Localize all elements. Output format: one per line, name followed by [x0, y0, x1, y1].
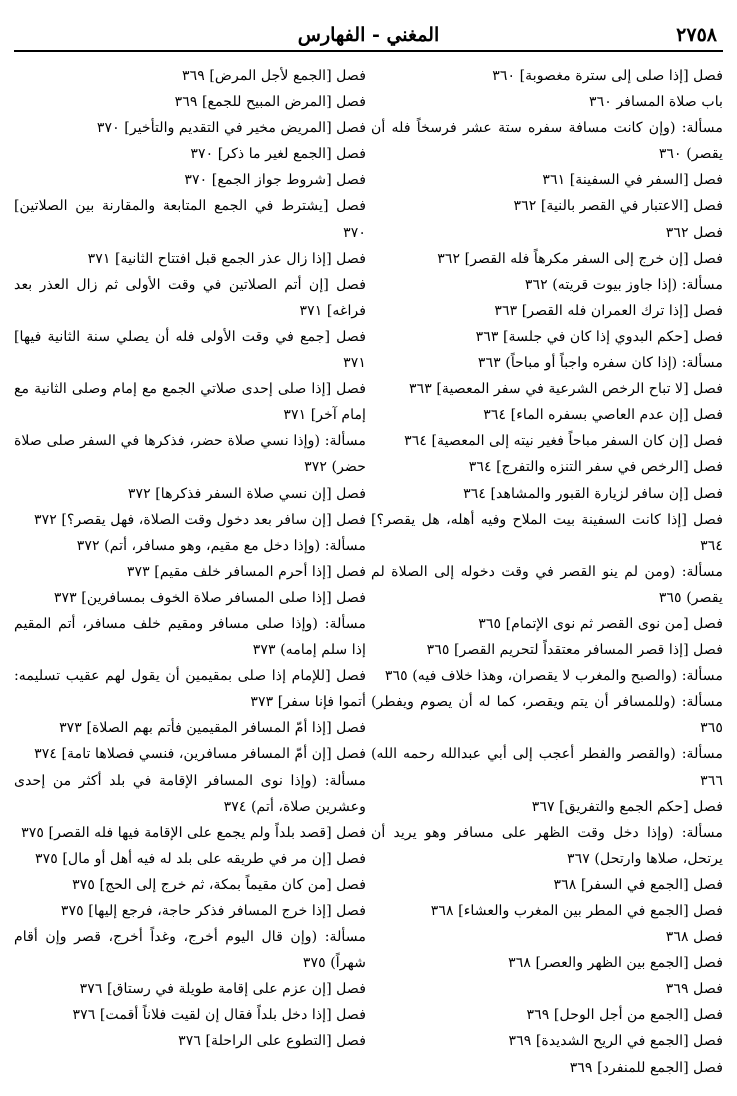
page-header	[14, 22, 723, 52]
index-entry: فصل [إذا كانت السفينة بيت الملاح وفيه أهله، هل يقصر؟] ٣٦٤	[371, 511, 723, 554]
index-entry: مسألة: (وإن كانت مسافة سفره ستة عشر فرسخاً فله أن يقصر) ٣٦٠	[371, 120, 723, 163]
index-entry: فصل [الاعتبار في القصر بالنية] ٣٦٢	[513, 198, 723, 215]
index-column-left	[14, 63, 366, 1055]
index-entry: مسألة: (والقصر والفطر أعجب إلى أبي عبدالله رحمه الله) ٣٦٦	[371, 746, 723, 789]
index-entry: فصل [حكم البدوي إذا كان في جلسة] ٣٦٣	[475, 328, 723, 345]
index-entry: فصل [التطوع على الراحلة] ٣٧٦	[178, 1033, 366, 1050]
index-entry: فصل [إن سافر بعد دخول وقت الصلاة، فهل يقصر؟] ٣٧٢	[34, 511, 366, 528]
index-entry: فصل [إذا دخل بلداً فقال إن لقيت فلاناً أقمت] ٣٧٦	[72, 1007, 366, 1024]
index-entry: فصل [إذا خرج المسافر فذكر حاجة، فرجع إليها] ٣٧٥	[60, 903, 366, 919]
index-entry: فصل [إن أتم الصلاتين في وقت الأولى ثم زال العذر بعد فراغه] ٣٧١	[14, 276, 366, 319]
index-entry: فصل [الجمع في المطر بين المغرب والعشاء] ٣٦٨	[430, 903, 723, 919]
index-entry: فصل ٣٦٩	[665, 981, 723, 998]
index-entry: باب صلاة المسافر ٣٦٠	[588, 94, 723, 111]
index-entry: مسألة: (وللمسافر أن يتم ويقصر، كما له أن يصوم ويفطر) ٣٦٥	[371, 694, 723, 737]
index-entry: فصل [المرض المبيح للجمع] ٣٦٩	[174, 94, 366, 111]
index-entry: فصل [إن أمّ المسافر مسافرين، فنسي فصلاها تامة] ٣٧٤	[34, 746, 366, 763]
index-entry: فصل ٣٦٢	[665, 224, 723, 241]
index-entry: مسألة: (وإذا دخل مع مقيم، وهو مسافر، أتم) ٣٧٢	[76, 537, 366, 554]
index-entry: فصل [من كان مقيماً بمكة، ثم خرج إلى الحج] ٣٧٥	[72, 876, 366, 893]
index-entry: فصل [إذا ترك العمران فله القصر] ٣٦٣	[494, 302, 723, 319]
index-entry: فصل [للإمام إذا صلى بمقيمين أن يقول لهم عقيب تسليمه: أتموا فإنا سفر] ٣٧٣	[14, 668, 366, 711]
index-entry: فصل [إن عدم العاصي بسفره الماء] ٣٦٤	[483, 407, 723, 424]
index-entry: فصل [قصد بلداً ولم يجمع على الإقامة فيها فله القصر] ٣٧٥	[21, 824, 366, 841]
index-entry: فصل [إن مر في طريقه على بلد له فيه أهل أو مال] ٣٧٥	[34, 850, 366, 867]
index-entry: فصل [الجمع للمنفرد] ٣٦٩	[569, 1059, 723, 1076]
index-entry: مسألة: (إذا جاوز بيوت قريته) ٣٦٢	[524, 276, 723, 293]
index-entry: فصل [الجمع في السفر] ٣٦٨	[553, 876, 723, 893]
index-entry: فصل [جمع في وقت الأولى فله أن يصلي سنة الثانية فيها] ٣٧١	[14, 328, 366, 372]
index-entry: فصل [يشترط في الجمع المتابعة والمقارنة بين الصلاتين] ٣٧٠	[14, 198, 366, 241]
index-entry: فصل [إذا زال عذر الجمع قبل افتتاح الثانية] ٣٧١	[87, 250, 366, 267]
index-entry: فصل [إن كان السفر مباحاً فغير نيته إلى المعصية] ٣٦٤	[404, 433, 723, 450]
index-entry: فصل [الجمع لأجل المرض] ٣٦٩	[181, 68, 366, 84]
index-entry: مسألة: (وإذا دخل وقت الظهر على مسافر وهو يريد أن يرتحل، صلاها وارتحل) ٣٦٧	[371, 824, 723, 867]
header-rule	[14, 50, 723, 52]
index-entry: مسألة: (ومن لم ينو القصر في وقت دخوله إلى الصلاة لم يقصر) ٣٦٥	[371, 563, 723, 606]
index-entry: فصل [إن خرج إلى السفر مكرهاً فله القصر] ٣٦٢	[437, 250, 723, 267]
index-entry: مسألة: (والصبح والمغرب لا يقصران، وهذا خلاف فيه) ٣٦٥	[384, 668, 723, 685]
index-entry: فصل [الجمع من أجل الوحل] ٣٦٩	[526, 1007, 723, 1024]
index-entry: فصل [إذا قصر المسافر معتقداً لتحريم القصر] ٣٦٥	[426, 642, 723, 659]
index-entry: فصل [الجمع بين الظهر والعصر] ٣٦٨	[508, 955, 723, 972]
index-entry: مسألة: (إذا كان سفره واجباً أو مباحاً) ٣٦٣	[477, 355, 723, 372]
index-entry: مسألة: (وإذا صلى مسافر ومقيم خلف مسافر، أتم المقيم إذا سلم إمامه) ٣٧٣	[14, 615, 366, 659]
index-entry: فصل [إن نسي صلاة السفر فذكرها] ٣٧٢	[127, 485, 366, 502]
index-entry: فصل [الجمع لغير ما ذكر] ٣٧٠	[190, 146, 366, 163]
index-column-right	[371, 63, 723, 1081]
index-entry: فصل [إذا صلى المسافر صلاة الخوف بمسافرين] ٣٧٣	[53, 589, 366, 606]
running-title: المغني - الفهارس	[297, 24, 440, 46]
index-entry: فصل [حكم الجمع والتفريق] ٣٦٧	[531, 798, 723, 815]
index-entry: فصل [المريض مخير في التقديم والتأخير] ٣٧٠	[96, 120, 366, 137]
index-entry: فصل [الرخص في سفر التنزه والتفرج] ٣٦٤	[468, 459, 723, 476]
index-entry: فصل [إذا أحرم المسافر خلف مقيم] ٣٧٣	[126, 563, 366, 580]
index-entry: فصل [شروط جواز الجمع] ٣٧٠	[184, 172, 366, 189]
index-entry: مسألة: (وإذا نسي صلاة حضر، فذكرها في السفر صلى صلاة حضر) ٣٧٢	[14, 433, 366, 476]
index-entry: مسألة: (وإن قال اليوم أخرج، وغداً أخرج، قصر وإن أقام شهراً) ٣٧٥	[14, 929, 366, 972]
index-entry: فصل [إذا صلى إحدى صلاتي الجمع مع إمام وصلى الثانية مع إمام آخر] ٣٧١	[14, 381, 366, 424]
index-entry: فصل [إن عزم على إقامة طويلة في رستاق] ٣٧٦	[79, 981, 366, 998]
index-entry: فصل [السفر في السفينة] ٣٦١	[542, 172, 723, 189]
index-entry: فصل ٣٦٨	[665, 929, 723, 946]
index-entry: مسألة: (وإذا نوى المسافر الإقامة في بلد أكثر من إحدى وعشرين صلاة، أتم) ٣٧٤	[14, 772, 366, 815]
index-entry: فصل [من نوى القصر ثم نوى الإتمام] ٣٦٥	[478, 615, 723, 632]
index-entry: فصل [إذا أمّ المسافر المقيمين فأتم بهم الصلاة] ٣٧٣	[59, 720, 366, 737]
index-entry: فصل [إن سافر لزيارة القبور والمشاهد] ٣٦٤	[463, 485, 723, 502]
page-number: ٢٧٥٨	[676, 24, 717, 46]
index-entry: فصل [إذا صلى إلى سترة مغصوبة] ٣٦٠	[492, 68, 723, 84]
index-entry: فصل [لا تباح الرخص الشرعية في سفر المعصية] ٣٦٣	[408, 381, 723, 398]
index-entry: فصل [الجمع في الريح الشديدة] ٣٦٩	[508, 1033, 723, 1050]
